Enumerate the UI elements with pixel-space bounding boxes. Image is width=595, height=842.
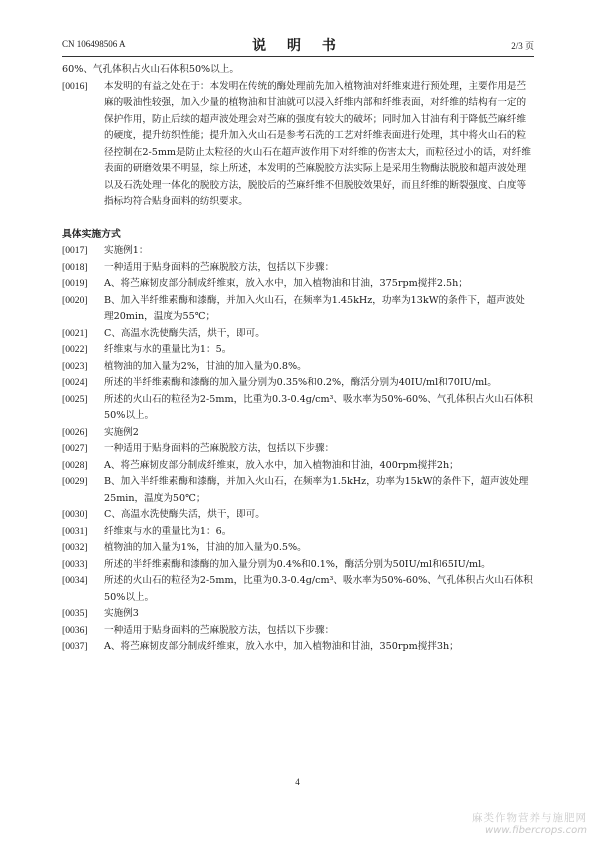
- paragraph-tag: [0025]: [62, 393, 88, 405]
- paragraph-text: 一种适用于贴身面料的苎麻脱胶方法，包括以下步骤：: [104, 624, 335, 636]
- watermark: [472, 810, 587, 836]
- paragraph: [62, 474, 534, 507]
- page-header: [62, 34, 534, 54]
- paragraph: [62, 623, 534, 640]
- paragraph-tag: [0017]: [62, 245, 88, 256]
- paragraph: [62, 639, 534, 656]
- paragraph: [62, 573, 534, 606]
- paragraph: [62, 342, 534, 359]
- paragraph-text: 本发明的有益之处在于：本发明在传统的酶处理前先加入植物油对纤维束进行预处理，主要作用是苎麻的吸油性较强，加入少量的植物油和甘油就可以浸入纤维内部和纤维表面，对纤维的结构有一定的保护作用，防止后续的超声波处理会对苎麻的强度有较大的破坏；同时加入甘油有利于降低苎麻纤维的硬度，提升纺织性能；提升加入火山石是参考石洗的工艺对纤维表面进行处理，其中将火山石的粒径控制在2-5mm是防止太粒径的火山石在超声波作用下对纤维的伤害太大，而粒径过小的话，对纤维表面的研磨效果不明显，综上所述，本发明的苎麻脱胶方法实际上是采用生物酶法脱胶和超声波处理以及石洗处理一体化的脱胶方法，脱胶后的苎麻纤维不但脱胶效果好，而且纤维的断裂强度、白度等指标均符合贴身面料的纺织要求。: [104, 80, 531, 207]
- paragraph: [62, 606, 534, 623]
- paragraph: [62, 507, 534, 524]
- paragraph-tag: [0020]: [62, 294, 88, 306]
- paragraph: [62, 458, 534, 475]
- paragraph: [62, 326, 534, 343]
- document-body: [62, 62, 534, 656]
- paragraph-tag: [0026]: [62, 426, 88, 438]
- paragraph-text: 所述的火山石的粒径为2-5mm，比重为0.3-0.4g/cm³、吸水率为50%-60%、气孔体积占火山石体积50%以上。: [104, 575, 533, 603]
- paragraph-text: C、高温水洗使酶失活，烘干，即可。: [104, 327, 265, 339]
- paragraph-text: 60%、气孔体积占火山石体积50%以上。: [62, 64, 239, 75]
- paragraph-text: A、将苎麻韧皮部分制成纤维束，放入水中，加入植物油和甘油，375rpm搅拌2.5h；: [104, 278, 468, 289]
- paragraph-tag: [0018]: [62, 261, 88, 273]
- paragraph-tag: [0031]: [62, 525, 88, 537]
- paragraph: [62, 243, 534, 260]
- doc-title: 说 明 书: [252, 38, 344, 54]
- paragraph: [62, 260, 534, 277]
- paragraph-tag: [0035]: [62, 608, 88, 619]
- paragraph-text: 所述的半纤维素酶和漆酶的加入量分别为0.4%和0.1%，酶活分别为50IU/ml和65IU/ml。: [104, 558, 491, 570]
- spacer: [62, 211, 534, 225]
- paragraph-tag: [0036]: [62, 624, 88, 636]
- paragraph-tag: [0021]: [62, 327, 88, 339]
- paragraph: [62, 441, 534, 458]
- paragraph-text: B、加入半纤维素酶和漆酶，并加入火山石，在频率为1.45kHz，功率为13kW的条件下，超声波处理20min，温度为55℃；: [104, 294, 525, 322]
- paragraph-text: 所述的火山石的粒径为2-5mm，比重为0.3-0.4g/cm³、吸水率为50%-60%、气孔体积占火山石体积50%以上。: [104, 393, 533, 421]
- section-title: 具体实施方式: [62, 228, 121, 240]
- paragraph-text: 植物油的加入量为1%，甘油的加入量为0.5%。: [104, 542, 307, 553]
- paragraph-tag: [0037]: [62, 641, 88, 652]
- paragraph: [62, 293, 534, 326]
- paragraph-text: A、将苎麻韧皮部分制成纤维束，放入水中，加入植物油和甘油，400rpm搅拌2h；: [104, 459, 459, 471]
- paragraph-tag: [0024]: [62, 377, 88, 388]
- paragraph-tag: [0027]: [62, 443, 88, 454]
- header-divider: [62, 56, 534, 57]
- paragraph-text: 实施例2: [104, 426, 139, 438]
- paragraph-tag: [0029]: [62, 476, 88, 487]
- paragraph: [62, 425, 534, 442]
- paragraph-text: B、加入半纤维素酶和漆酶，并加入火山石，在频率为1.5kHz，功率为15kW的条件下，超声波处理25min，温度为50℃；: [104, 476, 529, 504]
- paragraph: [62, 524, 534, 541]
- paragraph-text: 实施例1：: [104, 245, 149, 256]
- paragraph-text: 纤维束与水的重量比为1：6。: [104, 525, 232, 537]
- paragraph-tag: [0023]: [62, 360, 88, 372]
- paragraph-tag: [0022]: [62, 344, 88, 355]
- paragraph: [62, 540, 534, 557]
- paragraph-tag: [0030]: [62, 509, 88, 520]
- doc-number: CN 106498506 A: [62, 39, 126, 49]
- paragraph-text: C、高温水洗使酶失活，烘干，即可。: [104, 509, 265, 520]
- paragraph-continuation: [62, 62, 534, 79]
- paragraph: [62, 359, 534, 376]
- paragraph-text: 纤维束与水的重量比为1：5。: [104, 344, 232, 355]
- paragraph: [62, 392, 534, 425]
- page-info: 2/3 页: [511, 41, 534, 51]
- paragraph-tag: [0016]: [62, 80, 88, 92]
- paragraph-tag: [0032]: [62, 542, 88, 553]
- paragraph-tag: [0034]: [62, 575, 88, 586]
- page-number: 4: [295, 777, 300, 787]
- paragraph-text: A、将苎麻韧皮部分制成纤维束，放入水中，加入植物油和甘油，350rpm搅拌3h；: [104, 641, 459, 652]
- paragraph-text: 所述的半纤维素酶和漆酶的加入量分别为0.35%和0.2%，酶活分别为40IU/ml和70IU/ml。: [104, 377, 497, 388]
- paragraph-tag: [0033]: [62, 558, 88, 570]
- paragraph: [62, 557, 534, 574]
- paragraph: [62, 79, 534, 211]
- paragraph-text: 一种适用于贴身面料的苎麻脱胶方法，包括以下步骤：: [104, 261, 335, 273]
- paragraph-text: 一种适用于贴身面料的苎麻脱胶方法，包括以下步骤：: [104, 443, 335, 454]
- paragraph-tag: [0028]: [62, 459, 88, 471]
- paragraph: [62, 276, 534, 293]
- paragraph-text: 实施例3: [104, 608, 139, 619]
- paragraph-text: 植物油的加入量为2%，甘油的加入量为0.8%。: [104, 360, 307, 372]
- paragraph: [62, 375, 534, 392]
- watermark-site-name: 麻类作物营养与施肥网: [472, 812, 587, 824]
- paragraph-tag: [0019]: [62, 278, 88, 289]
- watermark-url: www.fibercrops.com: [485, 825, 587, 836]
